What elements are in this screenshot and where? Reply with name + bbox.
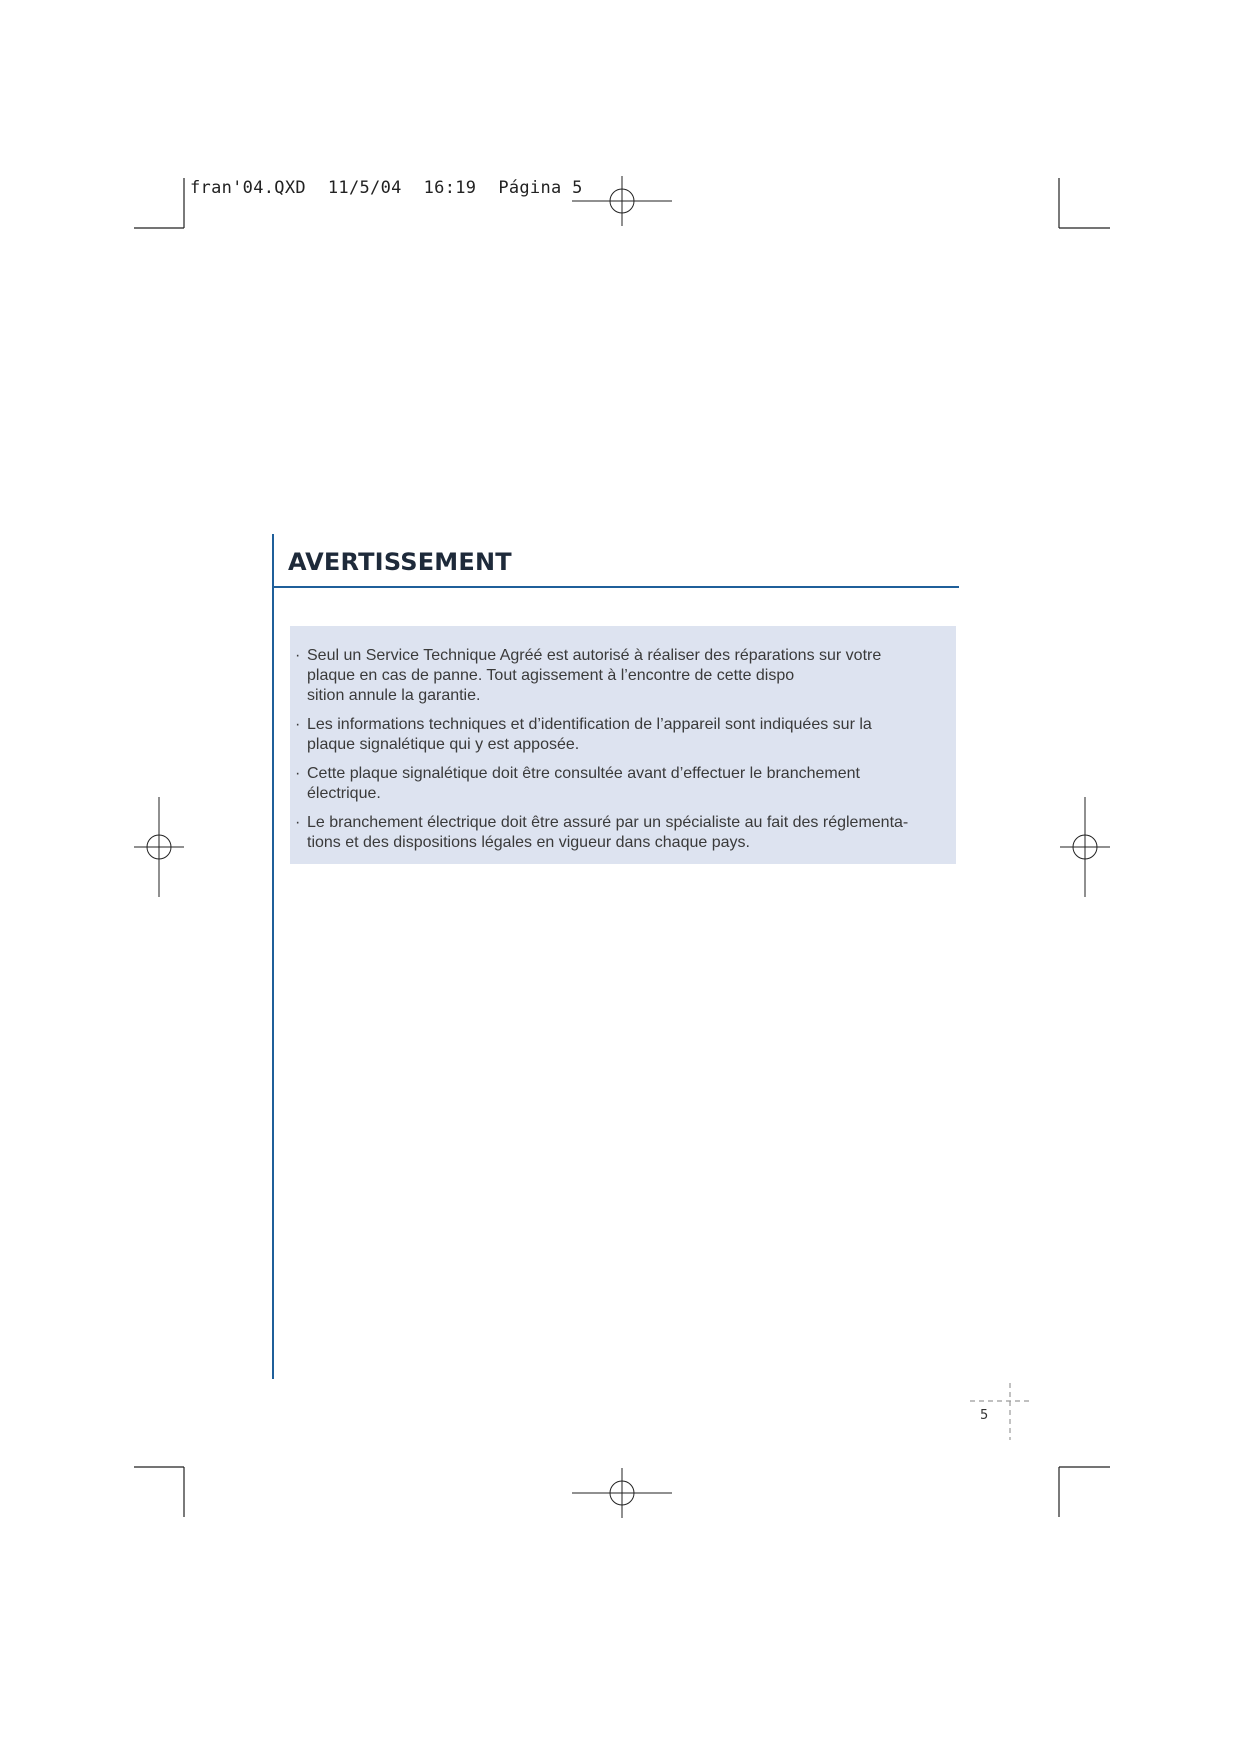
- slug-page-label: Página 5: [498, 178, 583, 198]
- bullet-icon: ·: [295, 716, 301, 733]
- warning-line: électrique.: [307, 785, 381, 802]
- slug-time: 16:19: [423, 178, 477, 198]
- registration-mark-bottom: [572, 1468, 672, 1518]
- warning-line: Le branchement électrique doit être assuré par un spécialiste au fait des réglementa-: [307, 814, 909, 831]
- heading-underline: [272, 586, 959, 588]
- slug-date: 11/5/04: [327, 178, 402, 198]
- warning-line: sition annule la garantie.: [307, 687, 481, 704]
- warning-item: [293, 813, 946, 853]
- warning-line: Seul un Service Technique Agréé est autorisé à réaliser des réparations sur votre: [307, 647, 882, 664]
- warning-item: [293, 646, 946, 706]
- warning-line: Les informations techniques et d’identification de l’appareil sont indiquées sur la: [307, 716, 872, 733]
- warning-box: [290, 626, 956, 864]
- registration-mark-right: [1060, 797, 1110, 897]
- warning-line: tions et des dispositions légales en vigueur dans chaque pays.: [307, 834, 750, 851]
- bullet-icon: ·: [295, 647, 301, 664]
- warning-line: plaque en cas de panne. Tout agissement à l’encontre de cette dispo: [307, 667, 795, 684]
- content-vertical-rule: [272, 534, 274, 1379]
- page-number: 5: [980, 1408, 989, 1423]
- warning-item: [293, 715, 946, 755]
- warning-line: plaque signalétique qui y est apposée.: [307, 736, 580, 753]
- bullet-icon: ·: [295, 814, 301, 831]
- warning-item: [293, 764, 946, 804]
- warning-line: Cette plaque signalétique doit être consultée avant d’effectuer le branchement: [307, 765, 860, 782]
- bullet-icon: ·: [295, 765, 301, 782]
- print-slug: [190, 178, 605, 198]
- registration-mark-left: [134, 797, 184, 897]
- section-title: AVERTISSEMENT: [288, 548, 512, 576]
- slug-file: fran'04.QXD: [190, 178, 306, 198]
